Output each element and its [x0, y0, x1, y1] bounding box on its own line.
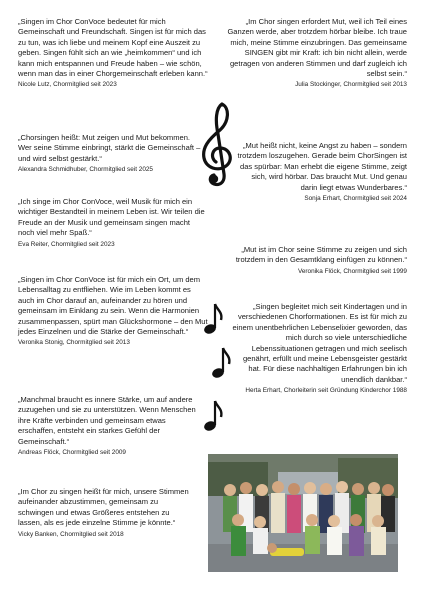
- group-photo: [208, 454, 398, 572]
- quote-author: Andreas Flöck, Chormitglied seit 2009: [18, 449, 126, 457]
- quote-block: [18, 487, 193, 539]
- quote-text: „Manchmal braucht es innere Stärke, um auf andere zuzugehen und sie zu unterstützen. Wenn Menschen ihre Kräfte verbinden und gemeinsam etwas erschaffen, entsteht ein starkes Gefühl der Gemeinschaft.“: [18, 395, 196, 446]
- eighth-note-icon: [203, 302, 225, 341]
- eighth-note-icon: [203, 399, 225, 438]
- quote-block: [18, 395, 203, 457]
- quote-block: [224, 17, 407, 89]
- quote-text: „Chorsingen heißt: Mut zeigen und Mut bekommen. Wer seine Stimme einbringt, stärkt die Gemeinschaft – und wird selbst gestärkt.“: [18, 133, 201, 163]
- quote-text: „Mut heißt nicht, keine Angst zu haben – sondern trotzdem loszugehen. Gerade beim ChorSingen ist das spürbar: Man erhebt die eigene Stimme, zeigt sich, wird hörbar. Das braucht Mut. Und genau darin liegt etwas Wunderbares.“: [237, 141, 407, 192]
- quote-text: „Mut ist im Chor seine Stimme zu zeigen und sich trotzdem in den Gesamtklang einfügen zu können.“: [235, 245, 407, 265]
- quote-block: [232, 302, 407, 395]
- quote-text: „Singen begleitet mich seit Kindertagen und in verschiedenen Chorformationen. Es ist für mich zu einem unentbehrlichen Lebenselixier geworden, das mich durch so viele unterschiedliche Lebenssituationen getragen und mich seelisch genährt, erfüllt und meine Lebensgeister gestärkt hat. Für diese nachhaltigen Erfahrungen bin ich unendlich dankbar.“: [232, 302, 407, 384]
- quote-author: Herta Erhart, Chorleiterin seit Gründung Kinderchor 1988: [245, 387, 407, 395]
- quote-author: Veronika Stonig, Chormitglied seit 2013: [18, 339, 130, 347]
- quote-block: [212, 245, 407, 276]
- quote-author: Alexandra Schmidhuber, Chormitglied seit 2025: [18, 166, 153, 174]
- quote-block: [236, 141, 407, 203]
- quote-text: „Singen im Chor ConVoce bedeutet für mich Gemeinschaft und Freundschaft. Singen ist für mich das zu tun, was ich liebe und meinem Kopf eine Auszeit zu geben. Singen fühlt sich an wie „heimkommen“ und ich kann mich entspannen und Freude haben – wie schön, wenn man das in einer Chorgemeinschaft erleben kann.“: [18, 17, 208, 79]
- quote-block: [18, 275, 208, 347]
- quote-author: Sonja Erhart, Chormitglied seit 2024: [304, 195, 407, 203]
- quote-block: [18, 197, 205, 249]
- quote-text: „Ich singe im Chor ConVoce, weil Musik für mich ein wichtiger Bestandteil in meinem Leben ist. Wir teilen die Freude an der Musik und gemeinsam singen macht noch viel mehr Spaß.“: [18, 197, 205, 238]
- quote-author: Eva Reiter, Chormitglied seit 2023: [18, 240, 115, 248]
- quote-block: [18, 133, 201, 174]
- quote-author: Nicole Lutz, Chormitglied seit 2023: [18, 81, 117, 89]
- eighth-note-icon: [211, 346, 233, 385]
- quote-author: Veronika Flöck, Chormitglied seit 1999: [297, 267, 407, 275]
- quote-text: „Im Chor zu singen heißt für mich, unsere Stimmen aufeinander abzustimmen, gemeinsam zu schwingen und etwas Größeres entstehen zu lassen, als es jede einzelne Stimme je könnte.“: [18, 487, 189, 528]
- quote-text: „Im Chor singen erfordert Mut, weil ich Teil eines Ganzen werde, aber trotzdem hörbar bleibe. Ich traue mich, meine Stimme einzubringen. Das gemeinsame SINGEN gibt mir Kraft: ich bin nicht allein, werde getragen von anderen Stimmen und darf zugleich ich selbst sein.“: [227, 17, 407, 79]
- quote-author: Julia Stockinger, Chormitglied seit 2013: [295, 81, 407, 89]
- quote-text: „Singen im Chor ConVoce ist für mich ein Ort, um dem Lebensalltag zu entfliehen. Wie im Leben kommt es auch im Chor darauf an, aufeinander zu hören und gemeinsam im Einklang zu sein. Wenn die Harmonien zusammenpassen, spürt man Glückshormone – den Mut jedes Einzelnen und die Stärke der Gemeinschaft.“: [18, 275, 208, 337]
- quote-author: Vicky Banken, Chormitglied seit 2018: [18, 530, 124, 538]
- quote-block: [18, 17, 210, 89]
